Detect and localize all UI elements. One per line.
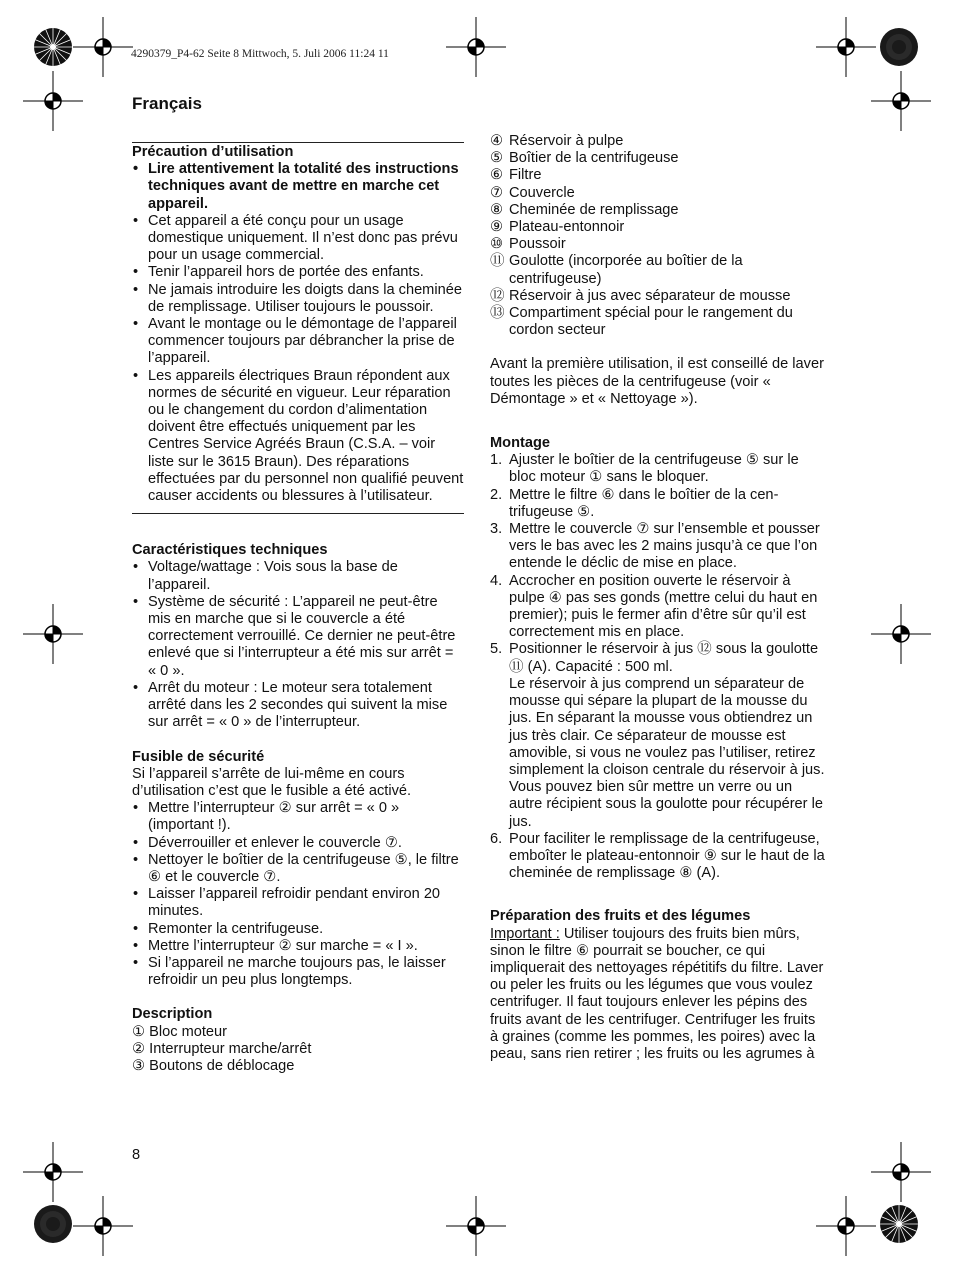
left-column	[132, 142, 464, 1075]
list-item: • Laisser l’appareil refroidir pendant environ 20 minutes.	[132, 886, 464, 920]
list-item: • Nettoyer le boîtier de la centrifugeuse ⑤, le filtre ⑥ et le couvercle ⑦.	[132, 852, 464, 886]
description-item: ⑬ Compartiment spécial pour le rangement du cordon secteur	[490, 305, 793, 339]
first-use-note: Avant la première utilisation, il est conseillé de laver toutes les pièces de la centrifugeuse (voir « Démontage » et « Nettoyage »).	[490, 356, 824, 407]
page-number: 8	[132, 1147, 141, 1163]
top-divider	[132, 142, 464, 143]
montage-step: 4. Accrocher en position ouverte le réservoir à pulpe ④ pas ses gonds (mettre celui du haut en premier); puis le fermer afin d’être sûr qu’il est correctement mis en place.	[490, 572, 818, 641]
description-item: ⑩ Poussoir	[490, 236, 566, 253]
description-item: ⑫ Réservoir à jus avec séparateur de mousse	[490, 287, 791, 304]
list-item: • Remonter la centrifugeuse.	[132, 921, 464, 938]
specs-list	[132, 559, 464, 731]
description-heading: Description	[132, 1006, 213, 1023]
list-item: • Mettre l’interrupteur ② sur arrêt = « 0 » (important !).	[132, 800, 464, 834]
list-item: • Tenir l’appareil hors de portée des enfants.	[132, 264, 464, 281]
list-item: • Les appareils électriques Braun répondent aux normes de sécurité en vigueur. Leur réparation ou le changement du cordon d’alimentation doivent être effectués uniquement par les Centres Service Agréés Braun (C.S.A. – voir liste sur le 3615 Braun). Des réparations effectuées par du personnel non qualifié peuvent causer accidents ou blessures à l’utilisateur.	[132, 368, 464, 506]
montage-step: 2. Mettre le filtre ⑥ dans le boîtier de la centrifugeuse ⑤.	[490, 486, 779, 520]
description-item: ⑧ Cheminée de remplissage	[490, 201, 679, 218]
description-item: ⑦ Couvercle	[490, 184, 575, 201]
montage-heading: Montage	[490, 435, 550, 452]
montage-step: 3. Mettre le couvercle ⑦ sur l’ensemble et pousser vers le bas avec les 2 mains jusqu’à ce que l’on entende le déclic de mise en place.	[490, 521, 820, 572]
description-item: ⑤ Boîtier de la centrifugeuse	[490, 150, 679, 167]
montage-steps	[490, 452, 825, 882]
description-item: ② Interrupteur marche/arrêt	[132, 1040, 312, 1057]
description-item: ① Bloc moteur	[132, 1023, 228, 1040]
fuse-intro: Si l’appareil s’arrête de lui-même en cours d’utilisation c’est que le fusible a été activé.	[132, 765, 412, 799]
description-item: ③ Boutons de déblocage	[132, 1057, 295, 1074]
list-item: • Voltage/wattage : Vois sous la base de l’appareil.	[132, 559, 464, 593]
list-item: • Cet appareil a été conçu pour un usage domestique uniquement. Il n’est donc pas prévu pour un usage commercial.	[132, 213, 464, 265]
montage-step: 5. Positionner le réservoir à jus ⑫ sous la goulotte ⑪ (A). Capacité : 500 ml. Le réservoir à jus comprend un séparateur de mousse qui sépare la plupart de la mousse du jus. En séparant la mousse vous obtiendrez un jus très clair. Ce séparateur de mousse est amovible, si vous ne voulez pas l’utiliser, retirez simplement la cloison centrale du réservoir à jus. Vous pouvez bien sûr mettre un verre ou un autre récipient sous la goulotte pour récupérer le jus.	[490, 641, 825, 830]
list-item: • Avant le montage ou le démontage de l’appareil commencer toujours par débrancher la prise de l’appareil.	[132, 316, 464, 368]
list-item: • Ne jamais introduire les doigts dans la cheminée de remplissage. Utiliser toujours le poussoir.	[132, 282, 464, 316]
description-item: ⑪ Goulotte (incorporée au boîtier de la centrifugeuse)	[490, 253, 743, 287]
montage-step: 6. Pour faciliter le remplissage de la centrifugeuse, emboîter le plateau-entonnoir ⑨ sur le haut de la cheminée de remplissage ⑧ (A).	[490, 830, 825, 882]
list-item: • Lire attentivement la totalité des instructions techniques avant de mettre en marche cet appareil.	[132, 161, 464, 213]
description-item: ⑥ Filtre	[490, 167, 542, 184]
list-item: • Système de sécurité : L’appareil ne peut-être mis en marche que si le couvercle a été correctement verrouillé. Ce dernier ne peut-être enlevé que si l’interrupteur a été mis sur arrêt = « 0 ».	[132, 594, 464, 680]
precaution-list	[132, 161, 464, 505]
description-item: ④ Réservoir à pulpe	[490, 133, 624, 149]
section-divider	[132, 513, 464, 514]
specs-heading: Caractéristiques techniques	[132, 542, 328, 559]
page-language-heading: Français	[132, 94, 202, 113]
important-label: Important :	[490, 925, 560, 942]
list-item: • Arrêt du moteur : Le moteur sera totalement arrêté dans les 2 secondes qui suivent la mise sur arrêt = « 0 » de l’interrupteur.	[132, 680, 464, 732]
preparation-heading: Préparation des fruits et des légumes	[490, 908, 751, 925]
print-slug: 4290379_P4-62 Seite 8 Mittwoch, 5. Juli 2006 11:24 11	[131, 48, 389, 60]
right-column	[490, 133, 825, 1063]
montage-step-detail: Le réservoir à jus comprend un séparateur de mousse qui sépare la plupart de la mousse du jus. En séparant la mousse vous obtiendrez un jus très clair. Ce séparateur de mousse est amovible, si vous ne voulez pas l’utiliser, retirez simplement la cloison centrale du réservoir à jus. Vous pouvez bien sûr mettre un verre ou un autre récipient sous la goulotte pour récupérer le jus.	[509, 675, 825, 830]
description-list-continued	[490, 133, 825, 339]
fuse-heading: Fusible de sécurité	[132, 748, 265, 765]
list-item: • Mettre l’interrupteur ② sur marche = « I ».	[132, 938, 464, 955]
montage-step: 1. Ajuster le boîtier de la centrifugeuse ⑤ sur le bloc moteur ① sans le bloquer.	[490, 452, 799, 486]
list-item: • Déverrouiller et enlever le couvercle ⑦.	[132, 835, 464, 852]
list-item: • Si l’appareil ne marche toujours pas, le laisser refroidir un peu plus longtemps.	[132, 955, 464, 989]
description-item: ⑨ Plateau-entonnoir	[490, 219, 625, 236]
fuse-list	[132, 800, 464, 989]
precaution-heading: Précaution d’utilisation	[132, 144, 294, 160]
preparation-text: Important : Utiliser toujours des fruits bien mûrs, sinon le filtre ⑥ pourrait se boucher, ce qui impliquerait des nettoyages répétitifs du filtre. Laver ou peler les fruits ou les légumes que vous voulez centrifuger. Il faut toujours enlever les pépins des fruits avant de les centrifuger. Centrifuger les fruits à graines (comme les pommes, les poires) avec la peau, sans rien retirer ; les fruits ou les agrumes à	[490, 925, 824, 1062]
